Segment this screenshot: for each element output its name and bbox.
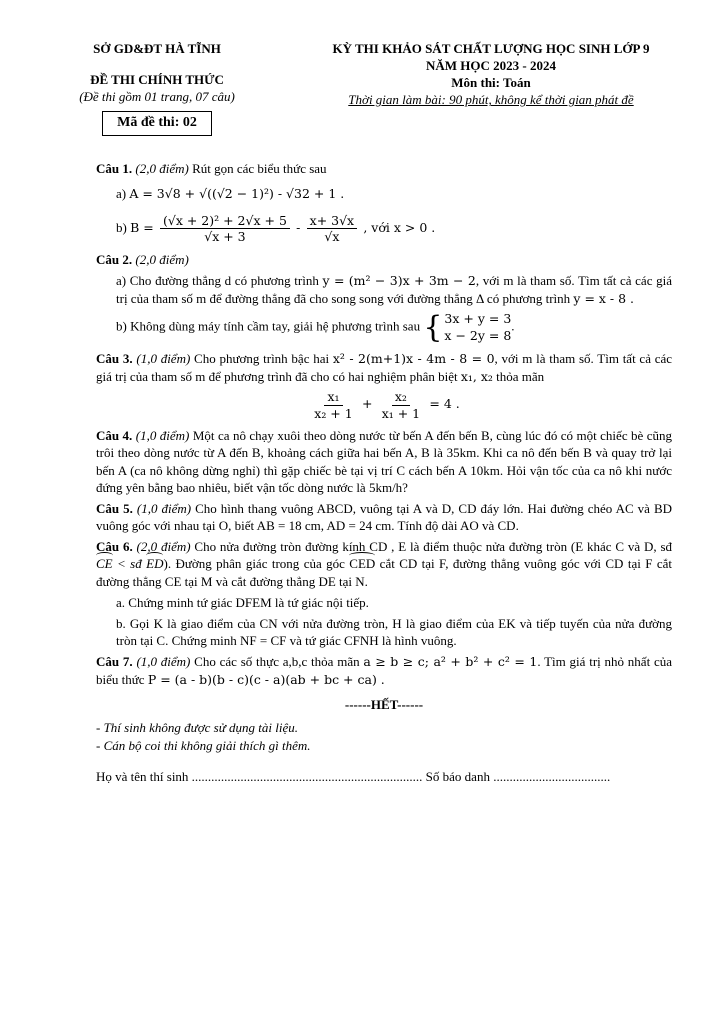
q2-b-system: { 3x + y = 3 x − 2y = 8	[423, 309, 512, 345]
q2-title: Câu 2.	[96, 251, 133, 267]
q6-text3: cắt CD tại F, đường thẳng vuông góc với CD tại F cắt đường thẳng CE tại M và cắt đường thẳng DE tại N.	[96, 556, 672, 589]
q6-a: a. Chứng minh tứ giác DFEM là tứ giác nội tiếp.	[116, 594, 369, 610]
q6-arc-ed: ED	[146, 556, 164, 572]
q3-title: Câu 3.	[96, 351, 133, 367]
q7-title: Câu 7.	[96, 654, 133, 670]
q6-title: Câu 6.	[96, 539, 133, 555]
q5-body	[96, 500, 672, 534]
header-left	[58, 40, 256, 136]
q6-text1: Cho nửa đường tròn đường kính CD , E là điểm thuộc nửa đường tròn (E khác C và D, sđ	[194, 539, 673, 555]
footer-notes	[96, 719, 672, 753]
q5-title: Câu 5.	[96, 500, 133, 516]
q2-a-text1: a) Cho đường thẳng d có phương trình	[116, 273, 319, 289]
q3-condition	[96, 389, 672, 421]
q3-text1: Cho phương trình bậc hai	[194, 351, 330, 367]
q2-a-equation: y = (m² − 3)x + 3m − 2	[322, 273, 476, 289]
q1-b: b) B = $\frac{\text{(√x + 2)² + 2√x + 5}}{√x + 3}$ - $\frac{x+ 3√x}{√x}$ , với x > 0 .	[116, 212, 436, 245]
q2-a-equation2: y = x - 8 .	[573, 290, 635, 306]
subject: Môn thi: Toán	[451, 75, 531, 91]
q1-b-condition: , với x > 0 .	[363, 219, 436, 235]
q1-b-frac1-num: (√x + 2)² + 2√x + 5	[160, 213, 290, 230]
q7-text2: . Tìm giá trị nhỏ nhất của biểu thức	[96, 654, 673, 687]
official-label: ĐỀ THI CHÍNH THỨC	[90, 72, 224, 88]
q6-angle-ced: CED	[349, 556, 376, 572]
q6-points: (2,0 điểm)	[136, 539, 191, 555]
q3-rhs: = 4 .	[429, 396, 460, 412]
department: SỞ GD&ĐT HÀ TĨNH	[93, 41, 221, 56]
q7-points: (1,0 điểm)	[136, 654, 191, 670]
q3-text2: , với m là tham số. Tìm tất cả các giá trị của tham số m để phương trình đã cho có hai nghiệm phân biệt	[96, 351, 673, 384]
q1-b-frac2	[307, 213, 357, 245]
q4-text: Một ca nô chạy xuôi theo dòng nước từ bến A đến bến B, cùng lúc đó có một chiếc bè cũng trôi theo dòng nước từ A đến B, khoảng cách giữa hai bến A, B là 35km. Khi ca nô đến bến B và quay trở lại bến A (ca nô không dừng nghỉ) thì gặp chiếc bè tại vị trí C cách bến A 10km. Hỏi vận tốc của ca nô khi nước đứng yên bằng bao nhiêu, biết vận tốc dòng nước là 5km/h?	[96, 428, 673, 495]
q1-a	[96, 185, 672, 203]
q2-a	[96, 272, 672, 307]
q7-expression: P = (a - b)(b - c)(c - a)(ab + bc + ca) .	[147, 671, 385, 687]
q3-points: (1,0 điểm)	[136, 351, 191, 367]
q3-frac2-den: x₁ + 1	[381, 405, 421, 421]
q1-a-label: a)	[116, 186, 127, 202]
q5-points: (1,0 điểm)	[136, 500, 192, 516]
q3-frac1-num: x₁	[324, 389, 342, 406]
q4-points: (1,0 điểm)	[135, 428, 190, 444]
pages-note: (Đề thi gồm 01 trang, 07 câu)	[79, 89, 235, 105]
q2-b-eq1: 3x + y = 3	[444, 311, 512, 327]
note-1: - Thí sinh không được sử dụng tài liệu.	[96, 720, 299, 736]
q1-b-frac1-den: √x + 3	[204, 229, 246, 245]
q3-frac1-den: x₂ + 1	[314, 405, 353, 421]
q1-b-frac2-den: √x	[324, 229, 340, 245]
q5-text: Cho hình thang vuông ABCD, vuông tại A và D, CD đáy lớn. Hai đường chéo AC và BD vuông góc với nhau tại O, biết AB = 18 cm, AD = 24 cm. Tính độ dài AO và CD.	[96, 500, 673, 534]
q2-b-end: .	[511, 318, 515, 334]
q2-b-text: b) Không dùng máy tính cầm tay, giải hệ phương trình sau	[116, 318, 421, 334]
exam-code: Mã đề thi: 02	[102, 111, 212, 135]
q2-b-eq2: x − 2y = 8	[444, 327, 512, 343]
q3-text3: thỏa mãn	[496, 368, 545, 384]
note-2: - Cán bộ coi thi không giải thích gì thêm.	[96, 737, 311, 753]
q7-condition: a ≥ b ≥ c; a² + b² + c² = 1	[363, 654, 538, 670]
q6-body	[96, 538, 672, 589]
q3-frac2-num: x₂	[392, 389, 410, 406]
q1-a-expr: A = 3√8 + √((√2 − 1)²) - √32 + 1 .	[129, 186, 345, 202]
q2-heading	[96, 251, 672, 268]
q1-b-frac2-num: x+ 3√x	[307, 213, 357, 230]
q3-body	[96, 350, 672, 385]
q6-b: b. Gọi K là giao điểm của CN với nửa đường tròn, H là giao điểm của EK và tiếp tuyến của nửa đường tròn tại C. Chứng minh NF = CF và tứ giác CFNH là hình vuông.	[116, 615, 672, 649]
q1-text: Rút gọn các biểu thức sau	[192, 161, 327, 176]
q1-title: Câu 1.	[96, 161, 133, 176]
q7-body	[96, 653, 672, 688]
q2-b	[96, 311, 672, 344]
q2-a-text2: , với m là tham số. Tìm tất cả các giá trị của tham số m để đường thẳng đã cho song song với đường thẳng Δ có phương trình	[116, 273, 672, 306]
q1-b-label: b)	[116, 219, 127, 235]
q4-title: Câu 4.	[96, 428, 133, 444]
q6-arc-ce: CE	[96, 556, 113, 572]
exam-title: KỲ THI KHẢO SÁT CHẤT LƯỢNG HỌC SINH LỚP 9	[332, 41, 650, 56]
school-year: NĂM HỌC 2023 - 2024	[426, 58, 556, 74]
candidate-sign-line: Họ và tên thí sinh ....................................................................... Số báo danh ....................................	[96, 768, 611, 784]
end-mark: ------HẾT------	[344, 697, 424, 713]
q6-text2: ). Đường phân giác trong của góc	[163, 556, 345, 572]
q1-points: (2,0 điểm)	[135, 161, 189, 176]
q1-heading	[96, 160, 672, 177]
q6-lt: < sđ	[117, 556, 142, 572]
q4-body	[96, 427, 672, 496]
q3-frac2	[379, 389, 423, 421]
exam-body	[96, 160, 672, 785]
q3-frac1	[311, 389, 355, 421]
q3-roots: x₁, x₂	[460, 368, 493, 384]
time-limit: Thời gian làm bài: 90 phút, không kể thời gian phát đề	[348, 92, 634, 108]
q3-equation: x² - 2(m+1)x - 4m - 8 = 0	[332, 351, 495, 367]
q3-plus: +	[361, 396, 373, 412]
q2-points: (2,0 điểm)	[135, 251, 189, 267]
header-right	[296, 40, 686, 109]
q7-text1: Cho các số thực a,b,c thỏa mãn	[194, 654, 360, 670]
q1-b-lhs: B =	[130, 219, 154, 235]
q1-b-frac1	[160, 213, 290, 245]
